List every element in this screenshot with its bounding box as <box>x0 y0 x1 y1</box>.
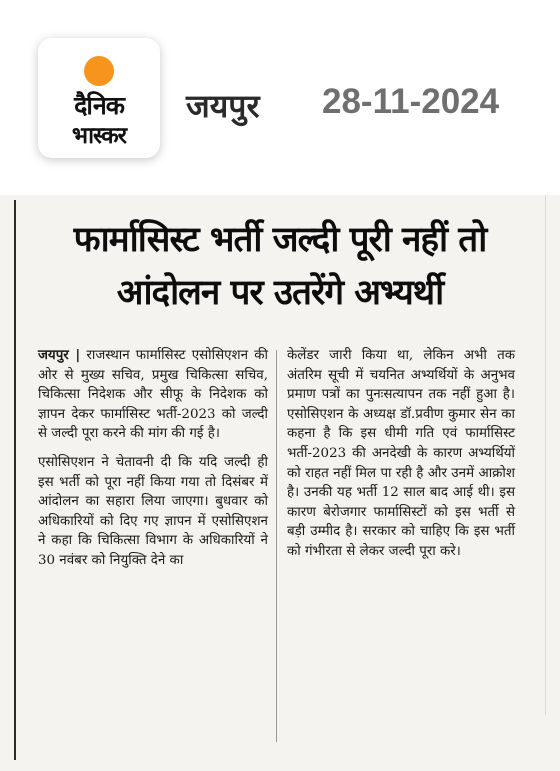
article-headline: फार्मासिस्ट भर्ती जल्दी पूरी नहीं तो आंदोलन पर उतरेंगे अभ्यर्थी <box>73 220 487 313</box>
sun-icon <box>84 56 114 86</box>
article-paragraph-2: एसोसिएशन ने चेतावनी दी कि यदि जल्दी ही इस भर्ती को पूरा नहीं किया गया तो दिसंबर में आंदोलन का सहारा लिया जाएगा। बुधवार को अधिकारियों को दिए गए ज्ञापन में एसोसिएशन ने कहा कि चिकित्सा विभाग के अधिकारियों ने 30 नवंबर को नियुक्ति देने का <box>38 454 268 568</box>
clipping-right-border <box>545 195 546 715</box>
column-divider <box>276 350 277 742</box>
article-column-left <box>38 346 268 571</box>
publication-date: 28-11-2024 <box>322 82 500 121</box>
logo-text-line1: दैनिक <box>74 91 124 120</box>
masthead <box>0 0 560 190</box>
dainik-bhaskar-logo <box>38 38 160 158</box>
article-column-right <box>287 346 515 562</box>
paragraph-1-text: राजस्थान फार्मासिस्ट एसोसिएशन की ओर से मुख्य सचिव, प्रमुख चिकित्सा सचिव, चिकित्सा निदेशक और सीफू के निदेशक को ज्ञापन देकर फार्मासिस्ट भर्ती-2023 को जल्दी से जल्दी पूरा करने की मांग की गई है। <box>38 348 268 442</box>
city-label: जयपुर <box>186 87 260 125</box>
logo-text-line2: भास्कर <box>71 123 127 149</box>
article-paragraph-1 <box>38 346 268 444</box>
article-paragraph-3: केलेंडर जारी किया था, लेकिन अभी तक अंतरिम सूची में चयनित अभ्यर्थियों के अनुभव प्रमाण पत्रों का पुनःसत्यापन तक नहीं हुआ है। एसोसिएशन के अध्यक्ष डॉ.प्रवीण कुमार सेन का कहना है कि इस धीमी गति एवं फार्मासिस्ट भर्ती-2023 की अनदेखी के कारण अभ्यर्थियों को राहत नहीं मिल पा रही है और उनमें आक्रोश है। उनकी यह भर्ती 12 साल बाद आई थी। इस कारण बेरोजगार फार्मासिस्टों को इस भर्ती से बड़ी उम्मीद है। सरकार को चाहिए कि इस भर्ती को गंभीरता से लेकर जल्दी पूरा करे। <box>287 348 515 559</box>
clipping-left-border <box>14 200 16 760</box>
dateline: जयपुर | <box>38 347 81 363</box>
